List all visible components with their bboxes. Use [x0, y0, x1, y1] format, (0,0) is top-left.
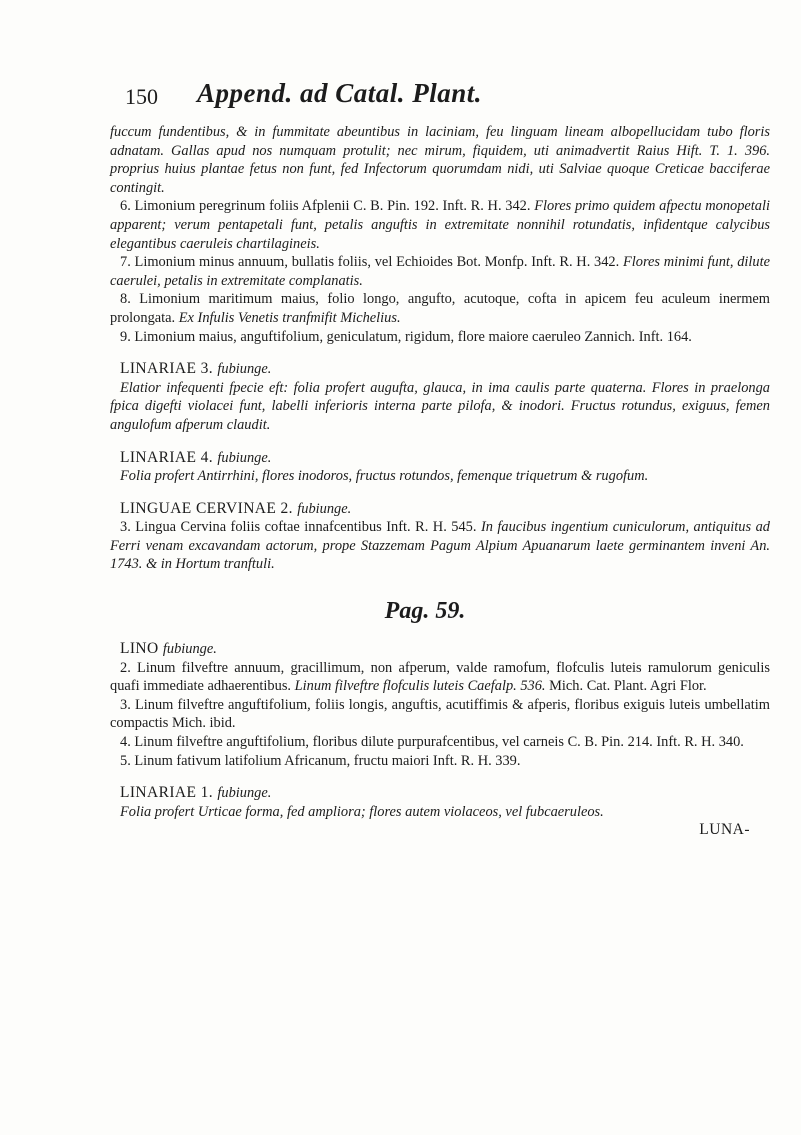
entry-limonium-7-name: 7. Limonium minus annuum, bullatis foliis, vel Echioides Bot. Monfp. Inft. R. H. 342.: [120, 254, 620, 271]
heading-text: LINARIAE 3.: [120, 360, 214, 378]
entry-linum-3: 3. Linum filveftre anguftifolium, foliis longis, anguftis, acutiffimis & afperis, floribus exiguis luteis umbellatim compactis Mich. ibid.: [110, 696, 770, 732]
section-heading-linariae-3: [110, 360, 770, 379]
catchword: LUNA-: [699, 821, 750, 839]
section-heading-linariae-4: [110, 449, 770, 468]
linariae-4-text: Folia profert Antirrhini, flores inodoros, fructus rotundos, femenque triquetrum & rugofum.: [120, 468, 649, 485]
entry-linum-2: [110, 659, 770, 696]
entry-limonium-9: 9. Limonium maius, anguftifolium, geniculatum, rigidum, flore maiore caeruleo Zannich. Inft. 164.: [120, 328, 692, 345]
heading-text: LINARIAE 4.: [120, 448, 214, 466]
heading-text: LINO: [120, 640, 159, 658]
section-heading-linguae-cervinae: [110, 500, 770, 519]
entry-linum-2-source: Mich. Cat. Plant. Agri Flor.: [549, 678, 707, 695]
page-number: 150: [125, 84, 158, 109]
spacer: [110, 626, 770, 640]
entry-limonium-8: [110, 290, 770, 327]
heading-subiunge: fubiunge.: [217, 449, 272, 466]
linariae-1-text: Folia profert Urticae forma, fed ampliora; flores autem violaceos, vel fubcaeruleos.: [120, 803, 604, 820]
spacer: [110, 574, 770, 596]
entry-lingua-cervina-3: [110, 518, 770, 574]
entry-linum-2-name: 2. Linum filveftre annuum, gracillimum, non afperum, valde ramofum, flofculis luteis ramulorum geniculis quafi immediate adhaerentibus.: [110, 659, 770, 695]
entry-limonium-8-name: 8. Limonium maritimum maius, folio longo, angufto, acutoque, cofta in apicem feu aculeum inermem prolongata.: [110, 291, 770, 326]
linariae-3-text: Elatior infequenti fpecie eft: folia profert augufta, glauca, in ima caulis parte quaterna. Flores in praelonga fpica digefti violacei funt, labelli inferioris interna parte pilofa, & inodori. Fructus rotundus, exiguus, femen angulofum afperum claudit.: [110, 379, 770, 433]
section-heading-linariae-1: [110, 784, 770, 803]
entry-linum-4: 4. Linum filveftre anguftifolium, floribus dilute purpurafcentibus, vel carneis C. B. Pin. 214. Inft. R. H. 340.: [120, 734, 744, 751]
heading-subiunge: fubiunge.: [297, 500, 352, 517]
entry-limonium-6-name: 6. Limonium peregrinum foliis Afplenii C. B. Pin. 192. Inft. R. H. 342.: [120, 198, 531, 215]
spacer: [110, 346, 770, 360]
running-title: Append. ad Catal. Plant.: [197, 78, 483, 108]
entry-limonium-7-desc: Flores minimi funt, dilute caerulei, petalis in extremitate complanatis.: [110, 254, 771, 289]
entry-lingua-cervina-desc: In faucibus ingentium cuniculorum, antiquitus ad Ferri venam excavandam actorum, prope Stazzemam Pagum Alpium Apuanarum laete germinantem inveni An. 1743. & in Hortum tranftuli.: [110, 519, 770, 573]
spacer: [110, 435, 770, 449]
spacer: [110, 486, 770, 500]
page-header: [125, 78, 765, 118]
heading-subiunge: fubiunge.: [217, 361, 272, 378]
entry-linum-5: 5. Linum fativum latifolium Africanum, fructu maiori Inft. R. H. 339.: [120, 752, 521, 769]
entry-linum-2-synonym: Linum filveftre flofculis luteis Caefalp. 536.: [294, 678, 546, 695]
entry-limonium-8-desc: Ex Infulis Venetis tranfmifit Michelius.: [178, 309, 401, 326]
heading-text: LINGUAE CERVINAE 2.: [120, 499, 293, 517]
page-reference: Pag. 59.: [384, 598, 466, 625]
entry-limonium-6-desc: Flores primo quidem afpectu monopetali apparent; verum pentapetali funt, petalis anguftis in extremitate nonnihil rotundatis, infidentque calycibus elegantibus caeruleis chartilagineis.: [110, 198, 770, 252]
heading-subiunge: fubiunge.: [162, 641, 217, 658]
page-body: [110, 123, 770, 840]
spacer: [110, 770, 770, 784]
heading-text: LINARIAE 1.: [120, 784, 214, 802]
section-heading-lino: [110, 640, 770, 659]
entry-limonium-7: [110, 253, 770, 290]
entry-lingua-cervina-name: 3. Lingua Cervina foliis coftae innafcentibus Inft. R. H. 545.: [120, 519, 477, 536]
heading-subiunge: fubiunge.: [217, 785, 272, 802]
entry-limonium-6: [110, 197, 770, 253]
continued-paragraph: fuccum fundentibus, & in fummitate abeuntibus in laciniam, feu linguam lineam albopellucidam tubo floris adnatam. Gallas apud nos numquam protulit; nec mirum, fiquidem, uti animadvertit Raius Hift. T. 1. 396. proprius huius plantae fetus non funt, fed Infectorum quorumdam nidi, uti Salviae quoque Creticae bacciferae contingit.: [110, 124, 770, 196]
